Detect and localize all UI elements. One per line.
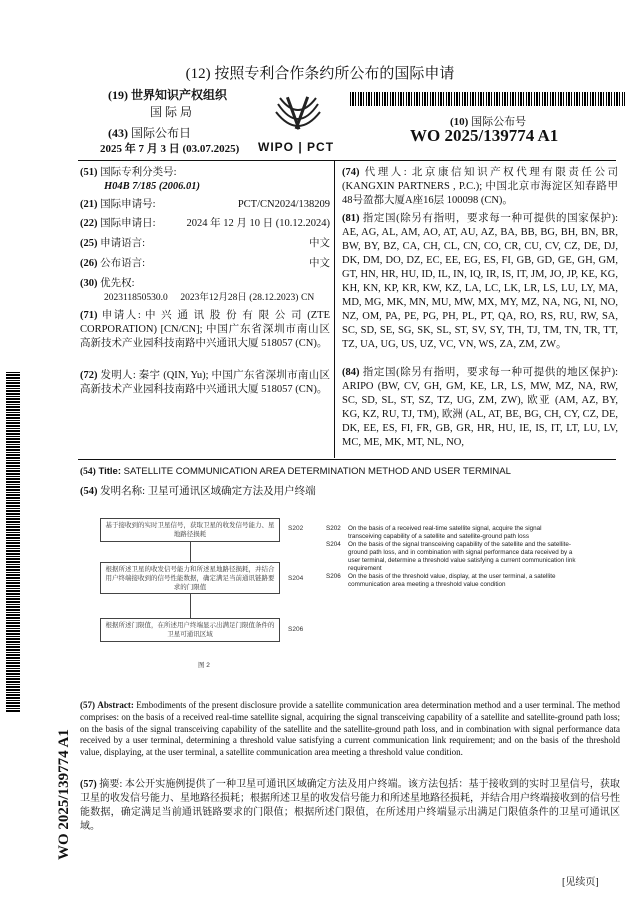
flow-box-s206: 根据所述门限值，在所述用户终端显示出满足门限值条件的卫星可通讯区域 <box>100 618 280 642</box>
fields-divider <box>78 459 616 460</box>
side-barcode <box>6 372 20 712</box>
flow-arrow-2 <box>190 594 191 618</box>
flow-tag-s204: S204 <box>288 575 304 582</box>
flow-arrow-1 <box>190 542 191 562</box>
field-74: (74) 代理人: 北京康信知识产权代理有限责任公司 (KANGXIN PARTNERS , P.C.); 中国北京市海淀区知春路甲48号盈都大厦A座16层 100098 (CN)。 <box>342 167 618 206</box>
abstract-en: (57) Abstract: Embodiments of the present disclosure provide a satellite communication area determination method and a user terminal. The method comprises: on the basis of a received real-time satellite signal, acquiring the signal transceiving capability of a satellite and satellite-ground path loss; on the basis of the signal transceiving capability of the satellite and the satellite-ground path loss, and in combination with signal performance data received by a user terminal, determining a threshold value satisfying a current communication link requirement; and on the basis of the threshold value, displaying, at the user terminal, a satellite communication area meeting a threshold value condition. <box>80 700 620 758</box>
field-30: (30) 优先权: 202311850530.0 2023年12月28日 (28.12.2023) CN <box>80 278 315 303</box>
header-divider <box>78 160 616 161</box>
field-51: (51) 国际专利分类号: H04B 7/185 (2006.01) <box>80 167 200 192</box>
wipo-pct-label: WIPO | PCT <box>258 140 335 154</box>
org-bureau: 国 际 局 <box>150 105 193 119</box>
sidebar-pubno: WO 2025/139774 A1 <box>56 729 72 860</box>
figure-legend <box>326 525 576 589</box>
field-21: (21) 国际申请号: PCT/CN2024/138209 <box>80 199 330 210</box>
flow-tag-s206: S206 <box>288 626 304 633</box>
document-type-title: (12) 按照专利合作条约所公布的国际申请 <box>185 66 455 82</box>
legend-row: S204 On the basis of the signal transceiving capability of the satellite and the satellite-ground path loss, and in combination with signal performance data received by a user terminal, determine a threshold value satisfying a current communication link requirement <box>326 541 576 572</box>
flow-box-s204: 根据所述卫星的收发信号能力和所述星地路径损耗，并结合用户终端接收到的信号性能数据，确定满足当前通讯链路要求的门限值 <box>100 562 280 594</box>
legend-row: S206 On the basis of the threshold value, display, at the user terminal, a satellite communication area meeting a threshold value condition <box>326 573 556 588</box>
field-72: (72) 发明人: 秦宇 (QIN, Yu); 中国广东省深圳市南山区高新技术产业园科技南路中兴通讯大厦 518057 (CN)。 <box>80 370 331 395</box>
pubno-value: WO 2025/139774 A1 <box>410 126 559 145</box>
field-26: (26) 公布语言: 中文 <box>80 258 330 269</box>
wipo-logo-icon <box>270 94 326 138</box>
field-81: (81) 指定国(除另有指明，要求每一种可提供的国家保护): AE, AG, AL, AM, AO, AT, AU, AZ, BA, BB, BG, BH, BN, BR, BW, BY, BZ, CA, CH, CL, CN, CO, CR, CU, CV, CZ, DE, DJ, DK, DM, DO, DZ, EC, EE, EG, ES, FI, GB, GD, GE, GH, GM, GT, HN, HR, HU, ID, IL, IN, IQ, IR, IS, IT, JM, JO, JP, KE, KG, KH, KN, KP, KR, KW, KZ, LA, LC, LK, LR, LS, LU, LY, MA, MD, MG, MK, MN, MU, MW, MX, MY, MZ, NA, NG, NI, NO, NZ, OM, PA, PE, PG, PH, PL, PT, QA, RO, RS, RU, RW, SA, SC, SD, SE, SG, SK, SL, ST, SV, SY, TH, TJ, TM, TN, TR, TT, TZ, UA, UG, US, UZ, VC, VN, WS, ZA, ZM, ZW。 <box>342 213 618 350</box>
figure-caption: 图 2 <box>198 662 210 669</box>
abstract-zh: (57) 摘要: 本公开实施例提供了一种卫星可通讯区域确定方法及用户终端。该方法包括：基于接收到的实时卫星信号，获取卫星的收发信号能力、星地路径损耗；根据所述卫星的收发信号能力和所述星地路径损耗，并结合用户终端接收到的信号性能数据，确定满足当前通讯链路要求的门限值；根据所述门限值，在所述用户终端显示出满足门限值条件的卫星可通讯区域。 <box>80 779 621 832</box>
title-zh: (54) 发明名称: 卫星可通讯区域确定方法及用户终端 <box>80 486 316 497</box>
org-code: (19) <box>108 88 128 102</box>
pubno-label-block: (10) 国际公布号 <box>450 116 527 128</box>
pubdate-value: 2025 年 7 月 3 日 (03.07.2025) <box>100 143 240 155</box>
continued-note: [见续页] <box>562 877 599 888</box>
field-25: (25) 申请语言: 中文 <box>80 238 330 249</box>
top-barcode <box>350 92 625 106</box>
org-name: 世界知识产权组织 <box>131 88 228 102</box>
legend-row: S202 On the basis of a received real-time satellite signal, acquire the signal transceiving capability of a satellite and satellite-ground path loss <box>326 525 542 540</box>
pubdate-label-block: (43) 国际公布日 <box>108 126 192 140</box>
field-22: (22) 国际申请日: 2024 年 12 月 10 日 (10.12.2024) <box>80 218 330 229</box>
field-71: (71) 申请人: 中 兴 通 讯 股 份 有 限 公 司 (ZTE CORPORATION) [CN/CN]; 中国广东省深圳市南山区高新技术产业园科技南路中兴通讯大厦 518057 (CN)。 <box>80 310 331 349</box>
column-divider <box>334 161 335 458</box>
flow-box-s202: 基于接收到的实时卫星信号，获取卫星的收发信号能力、星地路径损耗 <box>100 518 280 542</box>
flow-tag-s202: S202 <box>288 525 304 532</box>
title-en: (54) Title: SATELLITE COMMUNICATION AREA DETERMINATION METHOD AND USER TERMINAL <box>80 466 511 477</box>
field-84: (84) 指定国(除另有指明，要求每一种可提供的地区保护): ARIPO (BW, CV, GH, GM, KE, LR, LS, MW, MZ, NA, RW, SC, SD, SL, ST, SZ, TZ, UG, ZM, ZW), 欧亚 (AM, AZ, BY, KG, KZ, RU, TJ, TM), 欧洲 (AL, AT, BE, BG, CH, CY, CZ, DE, DK, EE, ES, FI, FR, GB, GR, HR, HU, IE, IS, IT, LT, LU, LV, MC, ME, MK, MT, NL, NO, <box>342 367 618 448</box>
